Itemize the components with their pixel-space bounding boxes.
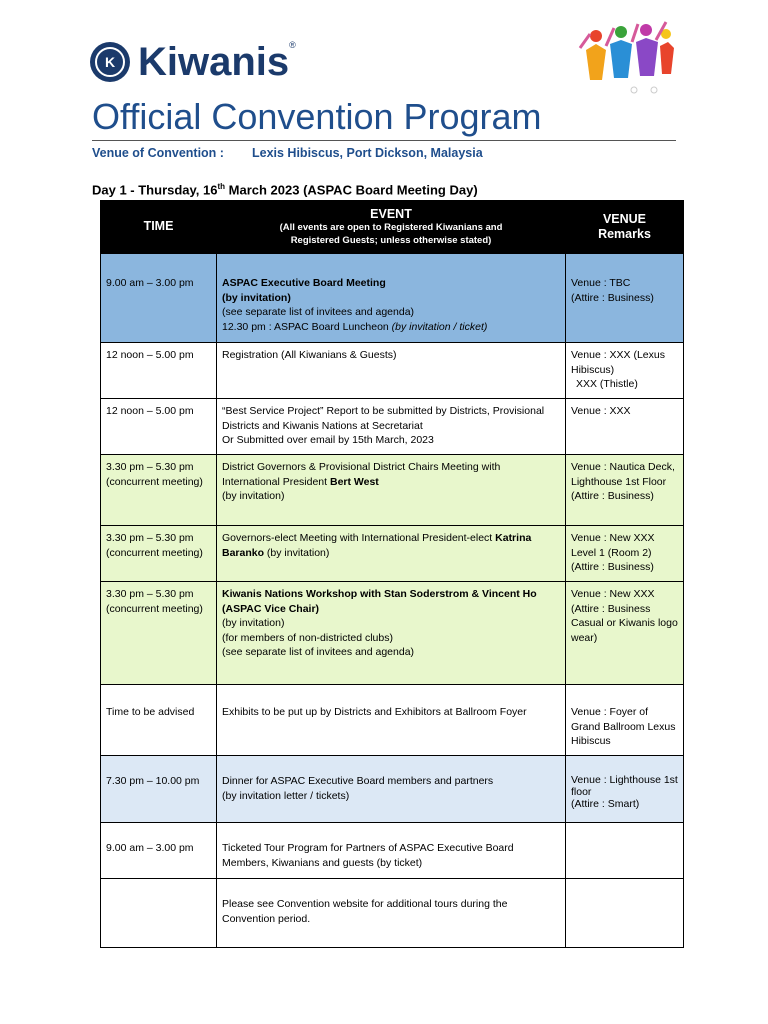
page-title: Official Convention Program xyxy=(92,96,542,137)
col-time: TIME xyxy=(101,201,217,254)
col-event: EVENT (All events are open to Registered Kiwanians and Registered Guests; unless otherwise stated) xyxy=(217,201,566,254)
venue-value: Lexis Hibiscus, Port Dickson, Malaysia xyxy=(252,146,483,160)
title-divider xyxy=(92,140,676,141)
venue-label: Venue of Convention : xyxy=(92,146,224,160)
table-row: 9.00 am – 3.00 pm Ticketed Tour Program for Partners of ASPAC Executive Board Members, Kiwanians and guests (by ticket) xyxy=(101,823,684,879)
table-row: 12 noon – 5.00 pm Registration (All Kiwanians & Guests) Venue : XXX (Lexus Hibiscus) XXX (Thistle) xyxy=(101,343,684,399)
table-header xyxy=(101,201,684,254)
kiwanis-logo xyxy=(90,40,296,84)
convention-venue xyxy=(92,146,483,160)
table-row: 3.30 pm – 5.30 pm (concurrent meeting) Governors-elect Meeting with International President-elect Katrina Baranko (by invitation) Venue : New XXX Level 1 (Room 2) (Attire : Business) xyxy=(101,526,684,582)
brand-name: Kiwanis® xyxy=(138,39,296,84)
day-heading: Day 1 - Thursday, 16th March 2023 (ASPAC Board Meeting Day) xyxy=(92,182,478,198)
table-row: 7.30 pm – 10.00 pm Dinner for ASPAC Executive Board members and partners (by invitation letter / tickets) Venue : Lighthouse 1st floor (Attire : Smart) xyxy=(101,756,684,823)
table-row: Please see Convention website for additional tours during the Convention period. xyxy=(101,879,684,948)
table-row: Time to be advised Exhibits to be put up by Districts and Exhibitors at Ballroom Foyer Venue : Foyer of Grand Ballroom Lexus Hibiscus xyxy=(101,685,684,756)
table-row: 9.00 am – 3.00 pm ASPAC Executive Board Meeting (by invitation) (see separate list of invitees and agenda) 12.30 pm : ASPAC Board Luncheon (by invitation / ticket) Venue : TBC (Attire : Business) xyxy=(101,254,684,343)
table-row: 3.30 pm – 5.30 pm (concurrent meeting) Kiwanis Nations Workshop with Stan Soderstrom & Vincent Ho (ASPAC Vice Chair) (by invitation) (for members of non-districted clubs) (see separate list of invitees and agenda) Venue : New XXX (Attire : Business Casual or Kiwanis logo wear) xyxy=(101,582,684,685)
program-table xyxy=(100,200,684,948)
table-row: 3.30 pm – 5.30 pm (concurrent meeting) District Governors & Provisional District Chairs Meeting with International President Bert West (by invitation) Venue : Nautica Deck, Lighthouse 1st Floor (Attire : Business) xyxy=(101,455,684,526)
kiwanis-seal-icon xyxy=(90,42,130,82)
celebrating-people-icon xyxy=(576,20,676,100)
table-row: 12 noon – 5.00 pm “Best Service Project” Report to be submitted by Districts, Provisional Districts and Kiwanis Nations at Secretariat Or Submitted over email by 15th March, 2023 Venue : XXX xyxy=(101,399,684,455)
col-venue: VENUE Remarks xyxy=(566,201,684,254)
